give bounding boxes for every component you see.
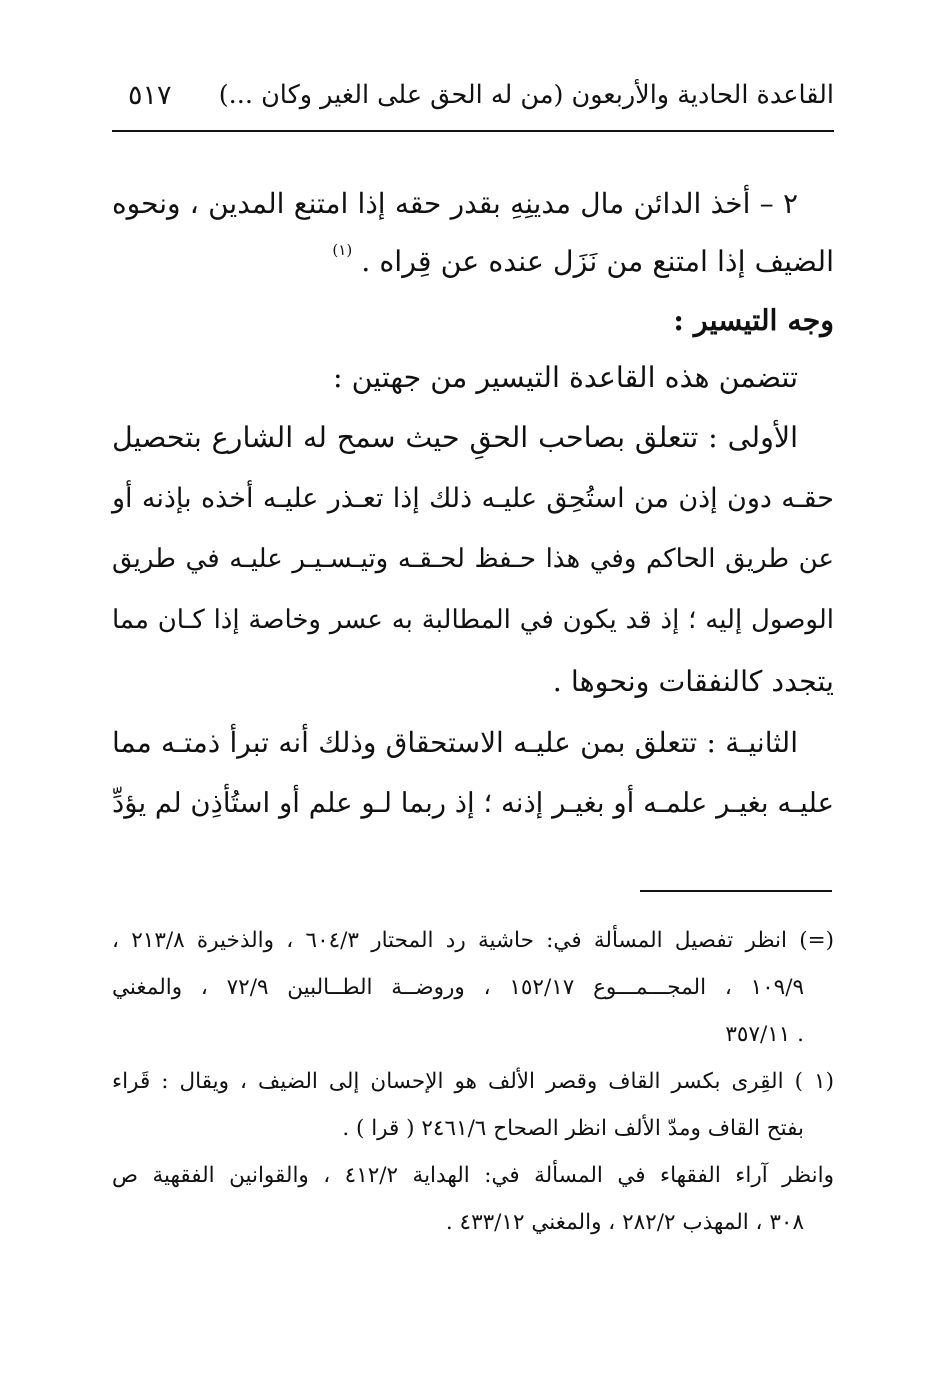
footnote-line: (=) انظر تفصيل المسألة في: حاشية رد المحتار ٦٠٤/٣ ، والذخيرة ٢١٣/٨ ،	[112, 928, 834, 953]
paragraph-line: عليـه بغيـر علمـه أو بغيـر إذنه ؛ إذ ربما لـو علم أو استُأذِن لم يؤدِّ	[112, 787, 834, 819]
paragraph-line: الأولى : تتعلق بصاحب الحقِ حيث سمح له الشارع بتحصيل	[112, 421, 798, 454]
paragraph-line: الوصول إليه ؛ إذ قد يكون في المطالبة به عسر وخاصة إذا كـان مما	[112, 605, 834, 635]
footnote-line: . ٣٥٧/١١	[725, 1022, 804, 1047]
paragraph-line: يتجدد كالنفقات ونحوها .	[552, 665, 834, 698]
paragraph-line: حقـه دون إذن من استُحِق عليـه ذلك إذا تعـذر عليـه أخذه بإذنه أو	[112, 483, 834, 514]
chapter-title: القاعدة الحادية والأربعون (من له الحق على الغير وكان ...)	[218, 80, 834, 110]
footnote-line: بفتح القاف ومدّ الألف انظر الصحاح ٢٤٦١/٦ ( قرا ) .	[342, 1116, 804, 1141]
footnote-line: (١ ) القِرى بكسر القاف وقصر الألف هو الإحسان إلى الضيف ، ويقال : قَراء	[112, 1069, 834, 1094]
header-divider	[112, 130, 834, 132]
footnote-line: ٣٠٨ ، المهذب ٢٨٢/٢ ، والمغني ٤٣٣/١٢ .	[445, 1210, 804, 1235]
running-header	[112, 78, 834, 128]
footnote-line: وانظر آراء الفقهاء في المسألة في: الهداية ٤١٢/٢ ، والقوانين الفقهية ص	[112, 1163, 834, 1188]
footnote-line: ١٠٩/٩ ، المجـــمـــوع ١٥٢/١٧ ، وروضــة الطــالبين ٧٢/٩ ، والمغني	[112, 975, 805, 1000]
paragraph-line: الثانيـة : تتعلق بمن عليـه الاستحقاق وذلك أنه تبرأ ذمتـه مما	[112, 726, 798, 759]
paragraph-line-text: الضيف إذا امتنع من نَزَل عنده عن قِراه .	[361, 245, 834, 278]
paragraph-line: تتضمن هذه القاعدة التيسير من جهتين :	[332, 361, 798, 394]
section-heading: وجه التيسير :	[673, 303, 834, 337]
page-number: ٥١٧	[128, 80, 172, 111]
main-text	[112, 175, 834, 834]
footnote-marker: (١)	[332, 241, 353, 259]
footnotes	[112, 917, 834, 1246]
paragraph-line: ٢ – أخذ الدائن مال مدينِهِ بقدر حقه إذا امتنع المدين ، ونحوه	[112, 187, 798, 220]
paragraph-line	[112, 233, 834, 291]
footnote-divider	[640, 890, 832, 892]
paragraph-line: عن طريق الحاكم وفي هذا حـفظ لحـقـه وتيـسـيـر عليـه في طريق	[112, 544, 834, 574]
